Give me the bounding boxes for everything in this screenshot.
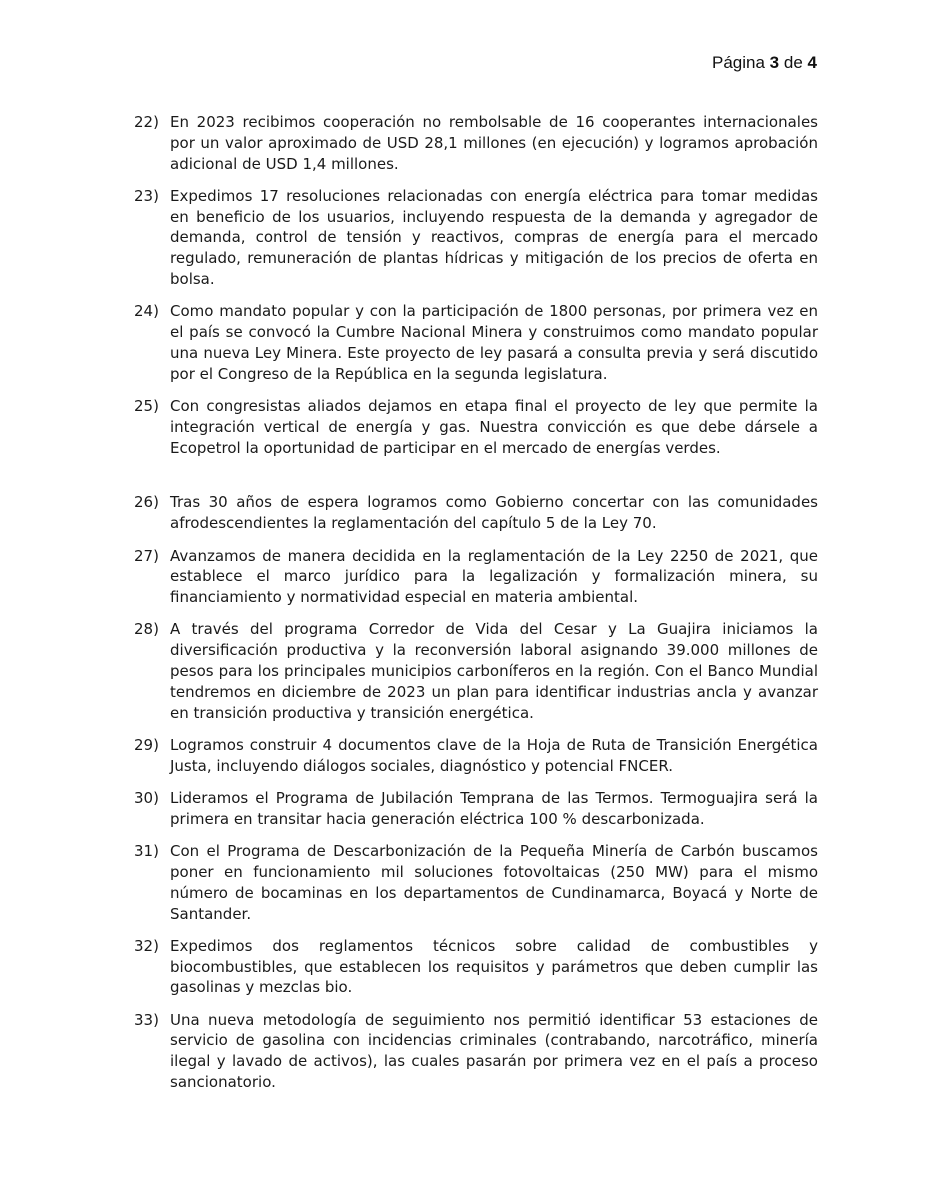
list-item	[134, 735, 818, 777]
list-item	[134, 841, 818, 924]
page-total: 4	[807, 53, 817, 72]
list-item	[134, 1010, 818, 1093]
item-number: 27)	[134, 546, 159, 565]
page-number	[712, 53, 817, 73]
list-item	[134, 301, 818, 384]
list-item	[134, 546, 818, 608]
item-number: 25)	[134, 397, 159, 416]
item-number: 24)	[134, 302, 159, 321]
item-number: 31)	[134, 842, 159, 861]
page-prefix: Página	[712, 53, 765, 72]
item-number: 30)	[134, 789, 159, 808]
item-number: 28)	[134, 620, 159, 639]
item-number: 29)	[134, 735, 159, 754]
list-item	[134, 112, 818, 174]
item-text: A través del programa Corredor de Vida del Cesar y La Guajira iniciamos la diversificación productiva y la reconversión laboral asignando 39.000 millones de pesos para los principales municipios carboníferos en la región. Con el Banco Mundial tendremos en diciembre de 2023 un plan para identificar industrias ancla y avanzar en transición productiva y transición energética.	[170, 620, 818, 722]
achievements-list	[134, 112, 818, 1104]
item-text: Expedimos 17 resoluciones relacionadas con energía eléctrica para tomar medidas en beneficio de los usuarios, incluyendo respuesta de la demanda y agregador de demanda, control de tensión y reactivos, compras de energía para el mercado regulado, remuneración de plantas hídricas y mitigación de los precios de oferta en bolsa.	[170, 186, 818, 289]
item-number: 23)	[134, 186, 159, 205]
page-of: de	[783, 53, 803, 72]
item-number: 32)	[134, 936, 159, 955]
list-item	[134, 936, 818, 998]
item-text: Tras 30 años de espera logramos como Gobierno concertar con las comunidades afrodescendientes la reglamentación del capítulo 5 de la Ley 70.	[170, 493, 818, 533]
list-item	[134, 186, 818, 290]
item-text: Con congresistas aliados dejamos en etapa final el proyecto de ley que permite la integración vertical de energía y gas. Nuestra convicción es que debe dársele a Ecopetrol la oportunidad de participar en el mercado de energías verdes.	[170, 397, 818, 457]
list-item	[134, 492, 818, 534]
list-item	[134, 619, 818, 723]
item-number: 33)	[134, 1010, 159, 1029]
item-number: 22)	[134, 113, 159, 131]
list-item	[134, 788, 818, 830]
item-text: En 2023 recibimos cooperación no rembolsable de 16 cooperantes internacionales por un valor aproximado de USD 28,1 millones (en ejecución) y logramos aprobación adicional de USD 1,4 millones.	[170, 113, 818, 173]
item-text: Logramos construir 4 documentos clave de la Hoja de Ruta de Transición Energética Justa, incluyendo diálogos sociales, diagnóstico y potencial FNCER.	[170, 735, 818, 775]
item-text: Con el Programa de Descarbonización de la Pequeña Minería de Carbón buscamos poner en funcionamiento mil soluciones fotovoltaicas (250 MW) para el mismo número de bocaminas en los departamentos de Cundinamarca, Boyacá y Norte de Santander.	[170, 842, 818, 923]
item-text: Lideramos el Programa de Jubilación Temprana de las Termos. Termoguajira será la primera en transitar hacia generación eléctrica 100 % descarbonizada.	[170, 789, 818, 828]
item-text: Expedimos dos reglamentos técnicos sobre calidad de combustibles y biocombustibles, que establecen los requisitos y parámetros que deben cumplir las gasolinas y mezclas bio.	[170, 936, 818, 997]
page-current: 3	[769, 53, 780, 72]
item-text: Como mandato popular y con la participación de 1800 personas, por primera vez en el país se convocó la Cumbre Nacional Minera y construimos como mandato popular una nueva Ley Minera. Este proyecto de ley pasará a consulta previa y será discutido por el Congreso de la República en la segunda legislatura.	[170, 302, 818, 383]
item-number: 26)	[134, 493, 159, 512]
item-text: Avanzamos de manera decidida en la reglamentación de la Ley 2250 de 2021, que establece el marco jurídico para la legalización y formalización minera, su financiamiento y normatividad especial en materia ambiental.	[170, 546, 818, 607]
item-text: Una nueva metodología de seguimiento nos permitió identificar 53 estaciones de servicio de gasolina con incidencias criminales (contrabando, narcotráfico, minería ilegal y lavado de activos), las cuales pasarán por primera vez en el país a proceso sancionatorio.	[170, 1010, 818, 1092]
list-item	[134, 396, 818, 458]
